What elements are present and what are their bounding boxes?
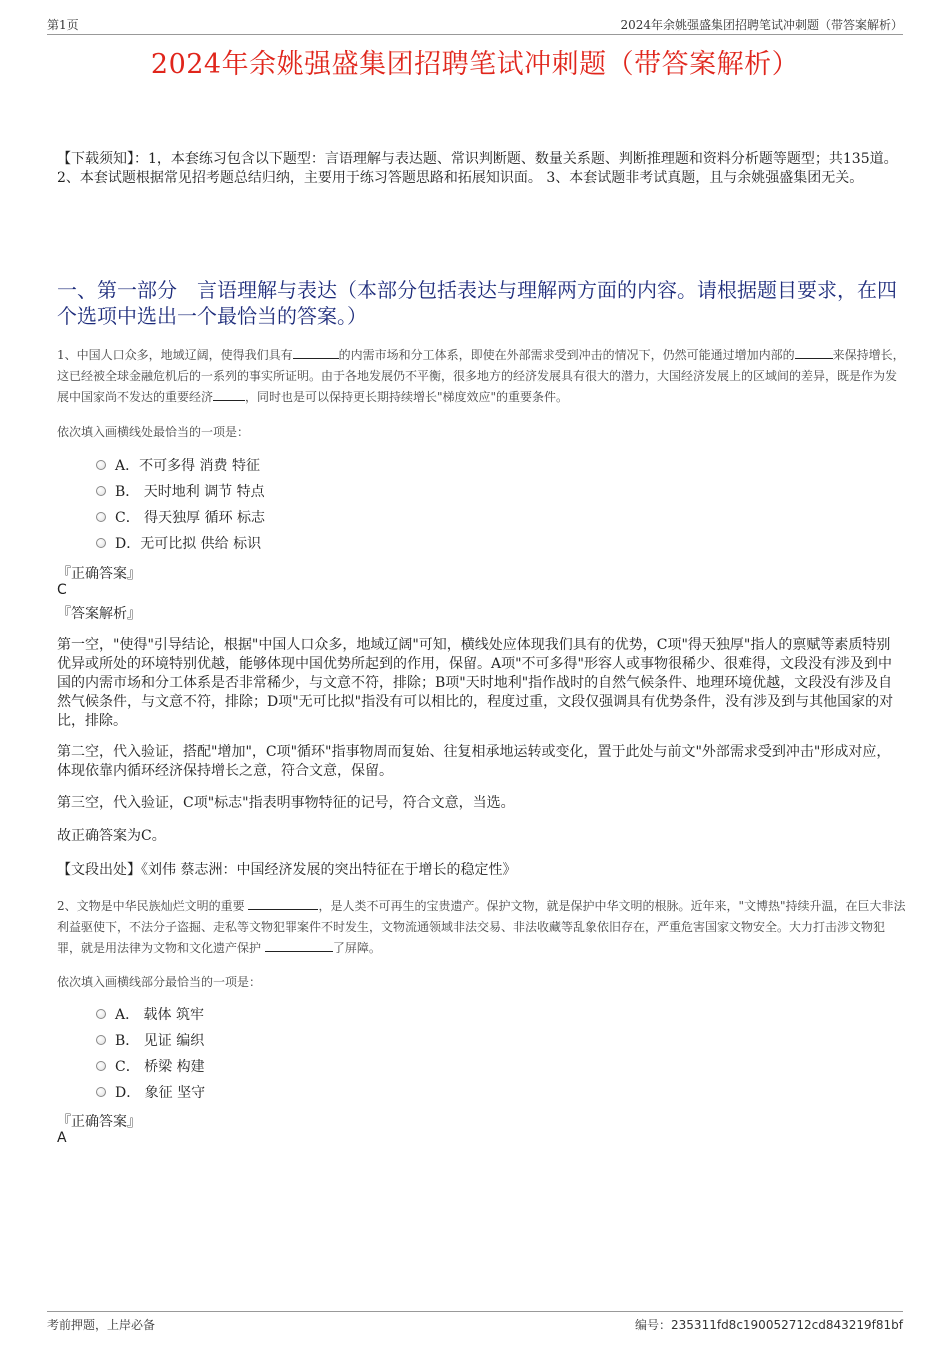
option-b[interactable]: B． 见证 编织 [96, 1028, 205, 1054]
source-citation: 【文段出处】《刘伟 蔡志洲：中国经济发展的突出特征在于增长的稳定性》 [57, 862, 517, 878]
document-title: 2024年余姚强盛集团招聘笔试冲刺题（带答案解析） [150, 49, 800, 80]
question-2-stem: 2、文物是中华民族灿烂文明的重要 ，是人类不可再生的宝贵遗产。保护文物，就是保护中华文明的根脉。近年来，"文博热"持续升温，在巨大非法利益驱使下，不法分子盗掘、走私等文物犯罪案件不时发生，文物流通领域非法交易、非法收藏等乱象依旧存在，严重危害国家文物安全。大力打击涉文物犯罪，就是用法律为文物和文化遗产保护 了屏障。 [57, 899, 906, 955]
option-a[interactable]: A． 载体 筑牢 [96, 1002, 205, 1028]
header-doc-name: 2024年余姚强盛集团招聘笔试冲刺题（带答案解析） [620, 18, 903, 32]
page-number: 第1页 [47, 18, 79, 32]
radio-icon[interactable] [96, 460, 106, 470]
question-1-stem: 1、中国人口众多，地域辽阔，使得我们具有 的内需市场和分工体系，即使在外部需求受到冲击的情况下，仍然可能通过增加内部的 来保持增长，这已经被全球金融危机后的一系列的事实所证明。由于各地发展仍不平衡，很多地方的经济发展具有很大的潜力，大国经济发展上的区域间的差异，既是作为发展中国家尚不发达的重要经济 ，同时也是可以保持更长期持续增长"梯度效应"的重要条件。 [57, 348, 905, 404]
footer-slogan: 考前押题，上岸必备 [47, 1318, 156, 1332]
section-title: 一、第一部分 言语理解与表达（本部分包括表达与理解两方面的内容。请根据题目要求，在四个选项中选出一个最恰当的答案。） [57, 278, 897, 328]
question-2-ask: 依次填入画横线部分最恰当的一项是： [57, 975, 262, 989]
option-d[interactable]: D．无可比拟 供给 标识 [96, 531, 265, 557]
analysis-paragraph-2: 第二空，代入验证，搭配"增加"，C项"循环"指事物周而复始、往复相承地运转或变化，置于此处与前文"外部需求受到冲击"形成对应，体现依靠内循环经济保持增长之意，符合文意，保留。 [57, 744, 891, 779]
radio-icon[interactable] [96, 1061, 106, 1071]
document-id: 编号：235311fd8c190052712cd843219f81bf [635, 1318, 903, 1332]
answer-blank [213, 388, 245, 401]
radio-icon[interactable] [96, 486, 106, 496]
answer-blank [265, 939, 333, 952]
answer-label: 『正确答案』 [57, 1114, 141, 1130]
radio-icon[interactable] [96, 1087, 106, 1097]
question-2-options [96, 1002, 205, 1106]
analysis-conclusion: 故正确答案为C。 [57, 828, 166, 844]
analysis-paragraph-3: 第三空，代入验证，C项"标志"指表明事物特征的记号，符合文意，当选。 [57, 795, 515, 811]
option-b[interactable]: B． 天时地利 调节 特点 [96, 479, 265, 505]
question-1-ask: 依次填入画横线处最恰当的一项是： [57, 425, 250, 439]
page-footer [47, 1311, 903, 1334]
radio-icon[interactable] [96, 538, 106, 548]
answer-blank [248, 897, 318, 910]
option-c[interactable]: C． 得天独厚 循环 标志 [96, 505, 265, 531]
radio-icon[interactable] [96, 512, 106, 522]
option-a[interactable]: A．不可多得 消费 特征 [96, 453, 265, 479]
answer-blank [293, 346, 339, 359]
answer-value: C [57, 582, 67, 598]
option-d[interactable]: D． 象征 坚守 [96, 1080, 205, 1106]
radio-icon[interactable] [96, 1035, 106, 1045]
answer-label: 『正确答案』 [57, 566, 141, 582]
download-notice: 【下载须知】：1，本套练习包含以下题型：言语理解与表达题、常识判断题、数量关系题、判断推理题和资料分析题等题型；共135道。 2、本套试题根据常见招考题总结归纳，主要用于练习答题思路和拓展知识面。 3、本套试题非考试真题，且与余姚强盛集团无关。 [57, 151, 898, 186]
page-header [47, 14, 903, 35]
option-c[interactable]: C． 桥梁 构建 [96, 1054, 205, 1080]
analysis-label: 『答案解析』 [57, 606, 141, 622]
analysis-paragraph-1: 第一空，"使得"引导结论，根据"中国人口众多，地域辽阔"可知，横线处应体现我们具有的优势，C项"得天独厚"指人的禀赋等素质特别优异或所处的环境特别优越，能够体现中国优势所起到的作用，保留。A项"不可多得"形容人或事物很稀少、很难得，文段没有涉及到中国的内需市场和分工体系是否非常稀少，与文意不符，排除；B项"天时地利"指作战时的自然气候条件、地理环境优越，文段没有涉及自然气候条件，与文意不符，排除；D项"无可比拟"指没有可以相比的，程度过重，文段仅强调具有优势条件，没有涉及到与其他国家的对比，排除。 [57, 637, 894, 729]
answer-value: A [57, 1130, 67, 1146]
answer-blank [795, 346, 833, 359]
radio-icon[interactable] [96, 1009, 106, 1019]
question-1-options [96, 453, 265, 557]
